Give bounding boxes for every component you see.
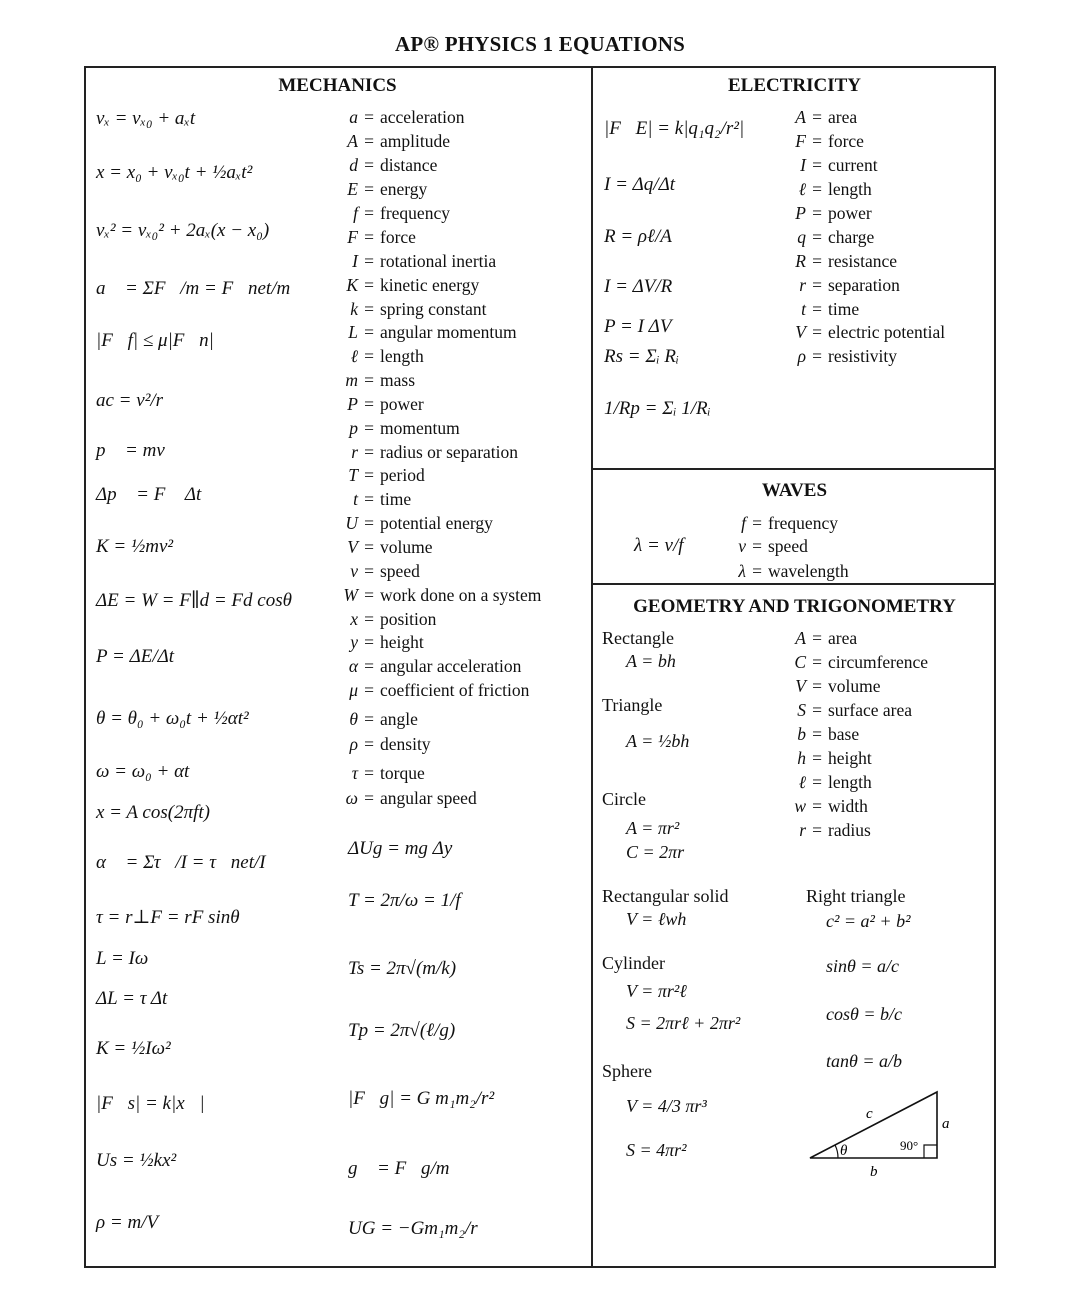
electricity-waves-divider xyxy=(593,468,996,470)
right-triangle-diagram xyxy=(800,1084,970,1180)
variable-definition: I = rotational inertia xyxy=(352,251,497,271)
opposite-label: a xyxy=(942,1116,950,1132)
equation: ΔE = W = F∥d = Fd cosθ xyxy=(96,590,292,611)
equation: R = ρℓ/A xyxy=(604,226,672,247)
equation: Ts = 2π√(m/k) xyxy=(348,958,457,979)
equation: ΔL = τ Δt xyxy=(96,988,168,1009)
variable-definition: ℓ = length xyxy=(350,346,424,366)
equation: ρ = m/V xyxy=(96,1212,159,1233)
variable-definition: R = resistance xyxy=(795,251,897,271)
variable-definition: r = radius or separation xyxy=(351,442,519,462)
equation: |F⃗g| = G m₁m₂/r² xyxy=(348,1088,495,1109)
equation: Us = ½kx² xyxy=(96,1150,177,1171)
variable-definition: μ = coefficient of friction xyxy=(349,680,530,700)
variable-definition: F = force xyxy=(795,131,864,151)
waves-geometry-divider xyxy=(593,583,996,585)
shape-name-rectangle: Rectangle xyxy=(602,628,674,648)
equation: x = x₀ + vₓ₀t + ½aₓt² xyxy=(96,162,253,183)
right-angle-mark xyxy=(924,1145,937,1158)
equation: K = ½Iω² xyxy=(96,1038,171,1059)
variable-definition: r = radius xyxy=(799,820,871,840)
variable-definition: f = frequency xyxy=(353,203,450,223)
variable-definition: v = speed xyxy=(738,536,808,556)
variable-definition: λ = wavelength xyxy=(738,561,849,581)
electricity-heading: ELECTRICITY xyxy=(727,75,862,96)
variable-definition: ρ = resistivity xyxy=(797,346,898,366)
equation: |F⃗s| = k|x⃗| xyxy=(96,1093,205,1114)
shape-name-circle: Circle xyxy=(602,789,646,809)
variable-definition: ρ = density xyxy=(349,734,431,754)
right-triangle-heading: Right triangle xyxy=(806,886,906,906)
variable-definition: W = work done on a system xyxy=(343,585,542,605)
page-title: AP® PHYSICS 1 EQUATIONS xyxy=(394,32,686,56)
variable-definition: τ = torque xyxy=(351,763,425,783)
formula: sinθ = a/c xyxy=(826,956,899,976)
variable-definition: A = amplitude xyxy=(347,131,450,151)
equation: a⃗ = ΣF⃗/m = F⃗net/m xyxy=(96,278,291,299)
variable-definition: K = kinetic energy xyxy=(346,275,480,295)
equation: ΔUg = mg Δy xyxy=(348,838,453,859)
shape-name-cylinder: Cylinder xyxy=(602,953,665,973)
equation: Δp⃗ = F⃗ Δt xyxy=(96,484,202,505)
variable-definition: F = force xyxy=(347,227,416,247)
equation: P = I ΔV xyxy=(604,316,672,337)
adjacent-label: b xyxy=(870,1164,878,1180)
formula: V = πr²ℓ xyxy=(626,981,687,1001)
formula: S = 2πrℓ + 2πr² xyxy=(626,1013,741,1033)
variable-definition: L = angular momentum xyxy=(348,322,517,342)
equation: α⃗ = Στ⃗/I = τ⃗net/I xyxy=(96,852,266,873)
equation: I = Δq/Δt xyxy=(604,174,676,195)
hypotenuse-label: c xyxy=(866,1106,873,1122)
mechanics-heading: MECHANICS xyxy=(278,75,397,96)
equation: x = A cos(2πft) xyxy=(96,802,210,823)
variable-definition: ℓ = length xyxy=(798,772,872,792)
formula: S = 4πr² xyxy=(626,1140,687,1160)
waves-heading: WAVES xyxy=(761,480,828,501)
variable-definition: a = acceleration xyxy=(349,107,465,127)
formula: C = 2πr xyxy=(626,842,685,862)
variable-definition: S = surface area xyxy=(797,700,913,720)
equation: I = ΔV/R xyxy=(604,276,673,297)
variable-definition: P = power xyxy=(795,203,872,223)
variable-definition: y = height xyxy=(350,632,424,652)
variable-definition: h = height xyxy=(797,748,872,768)
variable-definition: m = mass xyxy=(345,370,415,390)
variable-definition: C = circumference xyxy=(794,652,929,672)
equation: Rs = Σᵢ Rᵢ xyxy=(604,346,679,367)
right-angle-label: 90° xyxy=(900,1138,919,1153)
equation: T = 2π/ω = 1/f xyxy=(348,890,461,911)
variable-definition: A = area xyxy=(795,628,858,648)
variable-definition: t = time xyxy=(353,489,412,509)
formula: cosθ = b/c xyxy=(826,1004,902,1024)
formula: c² = a² + b² xyxy=(826,911,911,931)
formula: A = πr² xyxy=(626,818,680,838)
variable-definition: V = volume xyxy=(795,676,881,696)
equation: 1/Rp = Σᵢ 1/Rᵢ xyxy=(604,398,711,419)
variable-definition: ω = angular speed xyxy=(345,788,477,808)
variable-definition: I = current xyxy=(800,155,878,175)
equation: Tp = 2π√(ℓ/g) xyxy=(348,1020,456,1041)
variable-definition: v = speed xyxy=(350,561,420,581)
variable-definition: r = separation xyxy=(799,275,900,295)
equation: P = ΔE/Δt xyxy=(96,646,175,667)
equation: p⃗ = mv⃗ xyxy=(96,440,180,461)
geometry-heading: GEOMETRY AND TRIGONOMETRY xyxy=(633,596,956,617)
variable-definition: V = electric potential xyxy=(795,322,946,342)
variable-definition: q = charge xyxy=(797,227,875,247)
formula: V = ℓwh xyxy=(626,909,687,929)
variable-definition: x = position xyxy=(350,609,437,629)
equation: ω = ω₀ + αt xyxy=(96,761,190,782)
equation: τ = r⊥F = rF sinθ xyxy=(96,907,240,928)
formula: A = ½bh xyxy=(626,731,690,751)
variable-definition: A = area xyxy=(795,107,858,127)
variable-definition: t = time xyxy=(801,299,860,319)
shape-name-triangle: Triangle xyxy=(602,695,663,715)
column-divider xyxy=(591,66,593,1268)
variable-definition: k = spring constant xyxy=(350,299,487,319)
equation: |F⃗E| = k|q₁q₂/r²| xyxy=(604,118,745,139)
variable-definition: f = frequency xyxy=(741,513,838,533)
variable-definition: θ = angle xyxy=(349,709,418,729)
equation: g⃗ = F⃗g/m xyxy=(348,1158,450,1179)
shape-name-rectangular-solid: Rectangular solid xyxy=(602,886,729,906)
formula: tanθ = a/b xyxy=(826,1051,902,1071)
equation: K = ½mv² xyxy=(96,536,174,557)
variable-definition: T = period xyxy=(348,465,425,485)
variable-definition: α = angular acceleration xyxy=(348,656,522,676)
variable-definition: w = width xyxy=(794,796,868,816)
variable-definition: E = energy xyxy=(347,179,428,199)
variable-definition: V = volume xyxy=(347,537,433,557)
variable-definition: b = base xyxy=(797,724,860,744)
equation: θ = θ₀ + ω₀t + ½αt² xyxy=(96,708,249,729)
formula: A = bh xyxy=(626,651,676,671)
angle-arc xyxy=(835,1145,838,1158)
variable-definition: p = momentum xyxy=(349,418,460,438)
equation: L = Iω xyxy=(96,948,149,969)
equation: UG = −Gm₁m₂/r xyxy=(348,1218,478,1239)
variable-definition: d = distance xyxy=(349,155,438,175)
theta-label: θ xyxy=(840,1143,848,1159)
variable-definition: ℓ = length xyxy=(798,179,872,199)
shape-name-sphere: Sphere xyxy=(602,1061,652,1081)
variable-definition: P = power xyxy=(347,394,424,414)
equation: vₓ = vₓ₀ + aₓt xyxy=(96,108,196,129)
formula: V = 4/3 πr³ xyxy=(626,1096,707,1116)
equation: vₓ² = vₓ₀² + 2aₓ(x − x₀) xyxy=(96,220,270,241)
equation: ac = v²/r xyxy=(96,390,164,411)
wavelength-equation: λ = v/f xyxy=(634,535,684,556)
equation: |F⃗f| ≤ μ|F⃗n| xyxy=(96,330,214,351)
variable-definition: U = potential energy xyxy=(345,513,493,533)
